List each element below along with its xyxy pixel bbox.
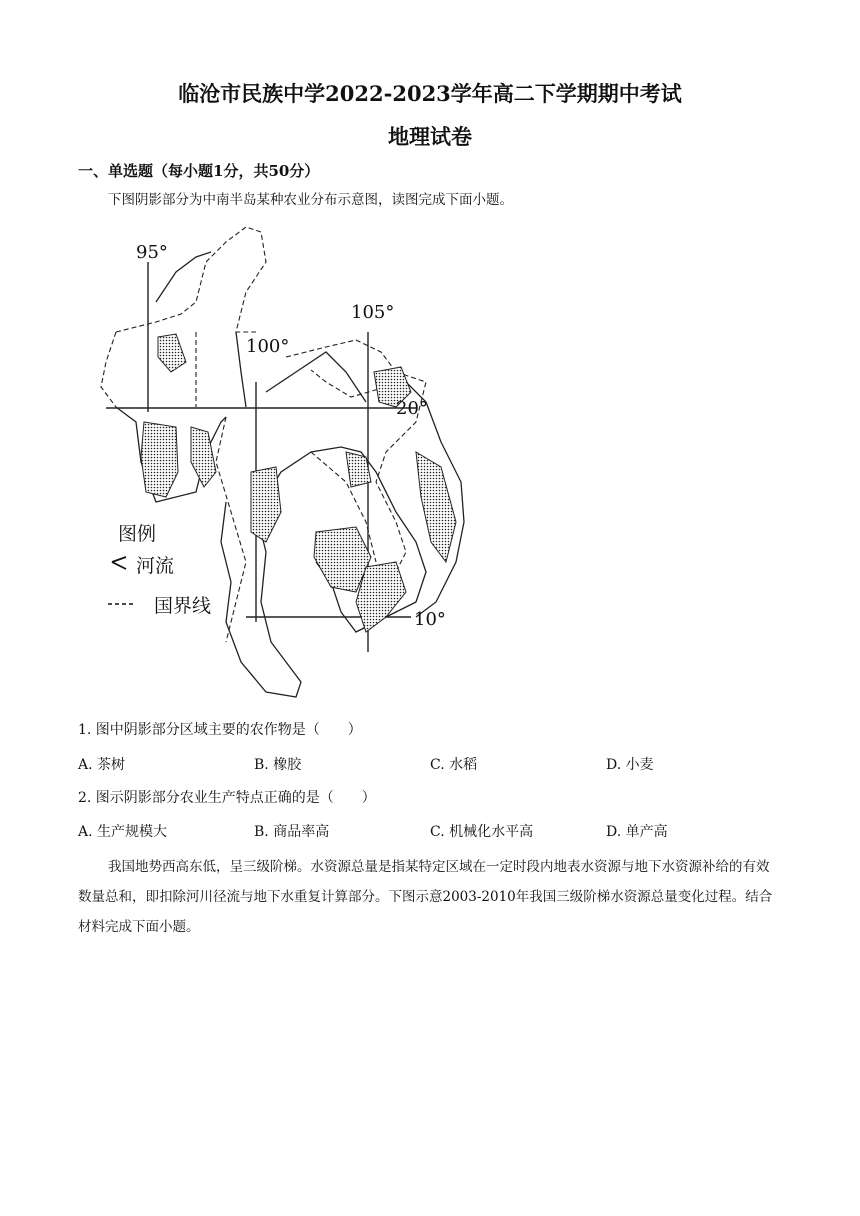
- question-1-text: 1. 图中阴影部分区域主要的农作物是（ ）: [78, 722, 362, 738]
- shaded-sittang: [191, 427, 216, 487]
- border-west: [101, 332, 116, 407]
- river-mekong: [266, 352, 366, 402]
- legend-title: 图例: [118, 523, 157, 545]
- q2-option-b[interactable]: B. 商品率高: [254, 824, 330, 840]
- question-1-options: [78, 754, 778, 776]
- shaded-irrawaddy: [141, 422, 178, 497]
- legend-river-label: 河流: [136, 555, 175, 577]
- river-salween: [236, 332, 246, 407]
- q1-option-b[interactable]: B. 橡胶: [254, 757, 302, 773]
- map-legend: [108, 523, 211, 617]
- q1-option-c[interactable]: C. 水稻: [430, 757, 478, 773]
- label-10: 10°: [414, 609, 446, 630]
- q2-option-d[interactable]: D. 单产高: [606, 824, 668, 840]
- border-thai: [216, 417, 246, 642]
- passage-text: 我国地势西高东低，呈三级阶梯。水资源总量是指某特定区域在一定时段内地表水资源与地下水资源补给的有效数量总和，即扣除河川径流与地下水重复计算部分。下图示意2003-2010年我国三级阶梯水资源总量变化过程。结合材料完成下面小题。: [78, 859, 773, 935]
- shaded-chao-phraya: [251, 467, 281, 542]
- shaded-vietnam-coast: [416, 452, 456, 562]
- legend-river-icon: [112, 557, 126, 569]
- shaded-myanmar-north: [158, 334, 186, 372]
- q1-option-a[interactable]: A. 茶树: [78, 757, 126, 773]
- label-105: 105°: [351, 302, 395, 323]
- exam-title: 临沧市民族中学2022-2023学年高二下学期期中考试: [178, 81, 682, 106]
- question-2-options: [78, 821, 778, 843]
- indochina-map: [96, 222, 466, 706]
- section-heading: 一、单选题（每小题1分，共50分）: [78, 162, 320, 180]
- label-95: 95°: [136, 242, 168, 263]
- shaded-khorat: [346, 452, 371, 487]
- q2-option-c[interactable]: C. 机械化水平高: [430, 824, 534, 840]
- exam-subtitle: 地理试卷: [388, 124, 472, 149]
- label-100: 100°: [246, 336, 290, 357]
- label-20: 20°: [396, 398, 428, 419]
- question-2-text: 2. 图示阴影部分农业生产特点正确的是（ ）: [78, 790, 376, 806]
- q2-option-a[interactable]: A. 生产规模大: [78, 824, 168, 840]
- q1-option-d[interactable]: D. 小麦: [606, 757, 654, 773]
- intro-text: 下图阴影部分为中南半岛某种农业分布示意图，读图完成下面小题。: [108, 192, 513, 208]
- legend-border-label: 国界线: [154, 595, 212, 617]
